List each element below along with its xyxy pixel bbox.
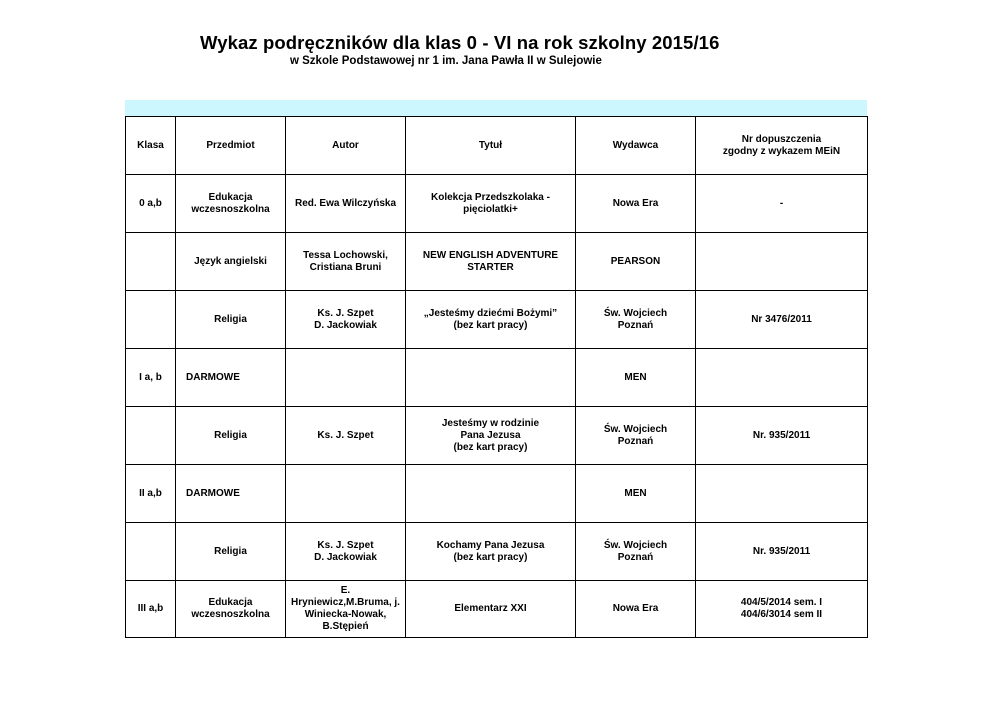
cell-klasa bbox=[126, 407, 176, 465]
table-header-row bbox=[126, 117, 868, 175]
cell-autor: Tessa Lochowski, Cristiana Bruni bbox=[286, 233, 406, 291]
cell-wydawca: Św. Wojciech Poznań bbox=[576, 407, 696, 465]
cell-przedmiot: Edukacja wczesnoszkolna bbox=[176, 581, 286, 638]
table-row bbox=[126, 349, 868, 407]
cell-tytul: Kolekcja Przedszkolaka - pięciolatki+ bbox=[406, 175, 576, 233]
table-row bbox=[126, 523, 868, 581]
table-row bbox=[126, 233, 868, 291]
cell-klasa: III a,b bbox=[126, 581, 176, 638]
cell-wydawca: Św. Wojciech Poznań bbox=[576, 523, 696, 581]
header-nr-dopuszczenia: Nr dopuszczenia zgodny z wykazem MEiN bbox=[696, 117, 868, 175]
cell-autor bbox=[286, 349, 406, 407]
cell-przedmiot: Religia bbox=[176, 523, 286, 581]
cell-przedmiot: DARMOWE bbox=[176, 465, 286, 523]
table-row bbox=[126, 175, 868, 233]
cell-przedmiot: Język angielski bbox=[176, 233, 286, 291]
cell-nr: - bbox=[696, 175, 868, 233]
cell-wydawca: Św. Wojciech Poznań bbox=[576, 291, 696, 349]
cell-wydawca: MEN bbox=[576, 465, 696, 523]
cell-tytul: Jesteśmy w rodzinie Pana Jezusa (bez kart pracy) bbox=[406, 407, 576, 465]
cell-przedmiot: Religia bbox=[176, 407, 286, 465]
cell-tytul: Elementarz XXI bbox=[406, 581, 576, 638]
table-row bbox=[126, 407, 868, 465]
cell-tytul: NEW ENGLISH ADVENTURE STARTER bbox=[406, 233, 576, 291]
cell-nr: Nr 3476/2011 bbox=[696, 291, 868, 349]
cell-klasa: I a, b bbox=[126, 349, 176, 407]
table-row bbox=[126, 581, 868, 638]
cell-tytul: „Jesteśmy dziećmi Bożymi” (bez kart pracy) bbox=[406, 291, 576, 349]
cell-tytul bbox=[406, 465, 576, 523]
cell-autor: Ks. J. Szpet D. Jackowiak bbox=[286, 523, 406, 581]
cell-autor: E. Hryniewicz,M.Bruma, j. Winiecka-Nowak, B.Stępień bbox=[286, 581, 406, 638]
cell-tytul bbox=[406, 349, 576, 407]
cell-przedmiot: Religia bbox=[176, 291, 286, 349]
cell-autor: Ks. J. Szpet D. Jackowiak bbox=[286, 291, 406, 349]
document-subtitle: w Szkole Podstawowej nr 1 im. Jana Pawła II w Sulejowie bbox=[290, 55, 602, 67]
header-klasa: Klasa bbox=[126, 117, 176, 175]
header-autor: Autor bbox=[286, 117, 406, 175]
cell-wydawca: Nowa Era bbox=[576, 175, 696, 233]
cell-autor: Red. Ewa Wilczyńska bbox=[286, 175, 406, 233]
cell-autor bbox=[286, 465, 406, 523]
cell-klasa bbox=[126, 291, 176, 349]
cell-wydawca: MEN bbox=[576, 349, 696, 407]
table-row bbox=[126, 291, 868, 349]
document-title: Wykaz podręczników dla klas 0 - VI na rok szkolny 2015/16 bbox=[200, 32, 720, 53]
cell-nr bbox=[696, 465, 868, 523]
cell-autor: Ks. J. Szpet bbox=[286, 407, 406, 465]
cell-wydawca: Nowa Era bbox=[576, 581, 696, 638]
cell-klasa: 0 a,b bbox=[126, 175, 176, 233]
header-przedmiot: Przedmiot bbox=[176, 117, 286, 175]
cell-nr: Nr. 935/2011 bbox=[696, 407, 868, 465]
header-color-band bbox=[125, 100, 867, 116]
table-row bbox=[126, 465, 868, 523]
cell-nr: Nr. 935/2011 bbox=[696, 523, 868, 581]
cell-nr bbox=[696, 233, 868, 291]
cell-klasa bbox=[126, 523, 176, 581]
cell-tytul: Kochamy Pana Jezusa (bez kart pracy) bbox=[406, 523, 576, 581]
cell-nr bbox=[696, 349, 868, 407]
cell-klasa bbox=[126, 233, 176, 291]
cell-przedmiot: DARMOWE bbox=[176, 349, 286, 407]
header-tytul: Tytuł bbox=[406, 117, 576, 175]
header-wydawca: Wydawca bbox=[576, 117, 696, 175]
cell-nr: 404/5/2014 sem. I 404/6/3014 sem II bbox=[696, 581, 868, 638]
cell-klasa: II a,b bbox=[126, 465, 176, 523]
cell-przedmiot: Edukacja wczesnoszkolna bbox=[176, 175, 286, 233]
cell-wydawca: PEARSON bbox=[576, 233, 696, 291]
textbook-table bbox=[125, 116, 868, 638]
